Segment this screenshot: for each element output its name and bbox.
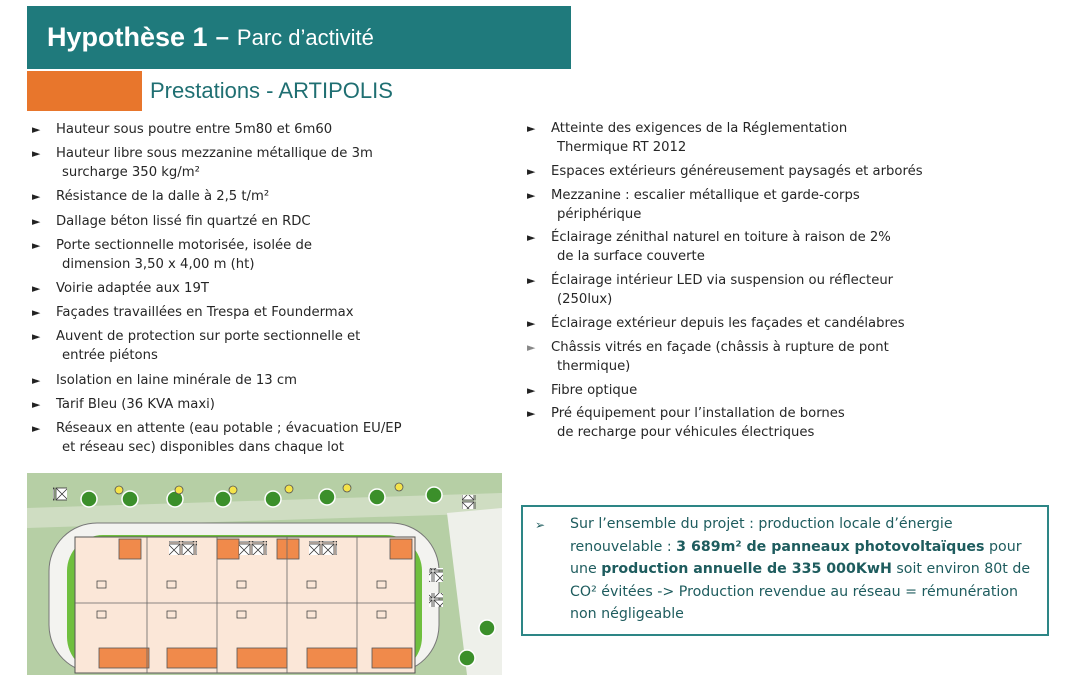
list-item-text	[56, 120, 502, 139]
list-item-line: thermique)	[557, 358, 631, 374]
list-item-text	[56, 371, 502, 390]
list-item-text	[551, 228, 1047, 266]
bullet-arrow-icon: ►	[32, 281, 41, 295]
list-item-text	[56, 236, 502, 274]
list-item-line: Mezzanine : escalier métallique et garde-corps	[551, 187, 860, 203]
list-item-line: Hauteur sous poutre entre 5m80 et 6m60	[56, 122, 333, 137]
list-item-line: périphérique	[557, 206, 642, 222]
list-item-line: de la surface couverte	[557, 249, 705, 265]
bullet-arrow-icon: ►	[32, 238, 41, 252]
list-item	[32, 144, 502, 182]
list-item-line: Thermique RT 2012	[557, 140, 687, 155]
list-item	[32, 120, 502, 139]
list-item-text	[56, 303, 502, 322]
left-feature-list	[32, 120, 502, 462]
list-item	[32, 212, 502, 231]
list-item-line: Auvent de protection sur porte sectionnelle et	[56, 329, 361, 345]
list-item	[527, 381, 1047, 400]
bullet-arrow-icon: ►	[32, 330, 41, 344]
list-item-line: dimension 3,50 x 4,00 m (ht)	[62, 256, 255, 272]
list-item	[32, 279, 502, 298]
list-item-line: Pré équipement pour l’installation de bornes	[551, 406, 845, 422]
list-item-line: Atteinte des exigences de la Réglementation	[551, 121, 848, 136]
note-text-part: Sur l’ensemble du projet : production locale d’énergie renouvelable :	[570, 516, 953, 555]
bullet-arrow-icon: ►	[32, 421, 41, 435]
list-item-line: et réseau sec) disponibles dans chaque lot	[62, 439, 344, 455]
accent-block	[27, 71, 142, 111]
bullet-arrow-icon: ►	[32, 147, 41, 161]
list-item-text	[56, 187, 502, 206]
list-item	[32, 419, 502, 457]
bullet-arrow-icon: ►	[527, 383, 536, 397]
list-item-text	[56, 279, 502, 298]
note-highlight-production: production annuelle de 335 000KwH	[601, 561, 892, 577]
list-item-line: Fibre optique	[551, 382, 638, 398]
list-item-line: (250lux)	[557, 292, 613, 308]
list-item-line: Hauteur libre sous mezzanine métallique de 3m	[56, 146, 373, 162]
right-feature-list	[527, 119, 1047, 447]
list-item-line: entrée piétons	[62, 348, 158, 364]
site-plan-image	[27, 473, 502, 675]
page-title-rest: Parc d’activité	[236, 24, 374, 50]
bullet-arrow-icon: ►	[527, 188, 536, 202]
bullet-arrow-icon: ►	[527, 164, 536, 178]
list-item-text	[56, 419, 502, 457]
list-item-line: Éclairage extérieur depuis les façades et candélabres	[551, 315, 905, 331]
solar-note-box	[521, 505, 1049, 636]
title-separator: –	[215, 23, 229, 51]
page-title: Hypothèse 1	[47, 22, 208, 52]
list-item	[527, 228, 1047, 266]
bullet-arrow-icon: ►	[32, 214, 41, 228]
list-item-line: Voirie adaptée aux 19T	[56, 280, 209, 296]
list-item-line: Dallage béton lissé fin quartzé en RDC	[56, 213, 311, 229]
list-item-line: Espaces extérieurs généreusement paysagés et arborés	[551, 163, 923, 179]
bullet-arrow-icon: ►	[527, 274, 536, 288]
list-item-line: Éclairage intérieur LED via suspension ou réflecteur	[551, 273, 894, 289]
list-item-text	[551, 404, 1047, 442]
list-item-line: surcharge 350 kg/m²	[62, 165, 200, 181]
list-item-line: Façades travaillées en Trespa et Foundermax	[56, 305, 354, 321]
bullet-arrow-icon: ►	[32, 123, 41, 136]
note-text-part: pour une	[570, 538, 1022, 577]
list-item-line: Châssis vitrés en façade (châssis à rupture de pont	[551, 339, 889, 355]
list-item	[527, 162, 1047, 181]
note-arrow-icon: ➢	[535, 518, 546, 532]
list-item-line: Réseaux en attente (eau potable ; évacuation EU/EP	[56, 420, 402, 436]
title-bar	[27, 6, 571, 69]
bullet-arrow-icon: ►	[32, 306, 41, 320]
note-text	[537, 513, 1037, 626]
list-item	[527, 404, 1047, 442]
page-subtitle: Prestations - ARTIPOLIS	[150, 78, 393, 103]
bullet-arrow-icon: ►	[32, 190, 41, 204]
note-highlight-panels: 3 689m² de panneaux photovoltaïques	[676, 538, 985, 555]
bullet-arrow-icon: ►	[527, 316, 536, 330]
list-item-line: Tarif Bleu (36 KVA maxi)	[56, 396, 215, 412]
list-item-text	[551, 119, 1047, 157]
list-item-text	[551, 162, 1047, 181]
bullet-arrow-icon: ►	[527, 407, 536, 421]
list-item	[527, 338, 1047, 376]
list-item	[527, 186, 1047, 224]
bullet-arrow-icon: ►	[527, 340, 536, 354]
list-item	[32, 327, 502, 365]
list-item-text	[551, 314, 1047, 333]
list-item	[32, 236, 502, 274]
list-item	[32, 395, 502, 414]
list-item	[32, 187, 502, 206]
bullet-arrow-icon: ►	[527, 231, 536, 245]
list-item	[527, 271, 1047, 309]
list-item-text	[56, 327, 502, 365]
list-item-line: Isolation en laine minérale de 13 cm	[56, 372, 297, 388]
list-item-text	[56, 144, 502, 182]
list-item-text	[551, 381, 1047, 400]
bullet-arrow-icon: ►	[32, 373, 41, 387]
list-item-text	[551, 271, 1047, 309]
list-item-text	[551, 186, 1047, 224]
list-item-line: Éclairage zénithal naturel en toiture à raison de 2%	[551, 230, 891, 246]
note-text-part: soit environ 80t de CO² évitées -> Production revendue au réseau = rémunération non négligeable	[570, 561, 1031, 622]
list-item-line: Porte sectionnelle motorisée, isolée de	[56, 237, 312, 253]
list-item-line: Résistance de la dalle à 2,5 t/m²	[56, 189, 270, 205]
list-item	[32, 303, 502, 322]
list-item-text	[551, 338, 1047, 376]
bullet-arrow-icon: ►	[527, 122, 536, 135]
list-item	[527, 314, 1047, 333]
list-item-line: de recharge pour véhicules électriques	[557, 425, 815, 441]
list-item	[527, 119, 1047, 157]
list-item	[32, 371, 502, 390]
bullet-arrow-icon: ►	[32, 397, 41, 411]
list-item-text	[56, 212, 502, 231]
list-item-text	[56, 395, 502, 414]
